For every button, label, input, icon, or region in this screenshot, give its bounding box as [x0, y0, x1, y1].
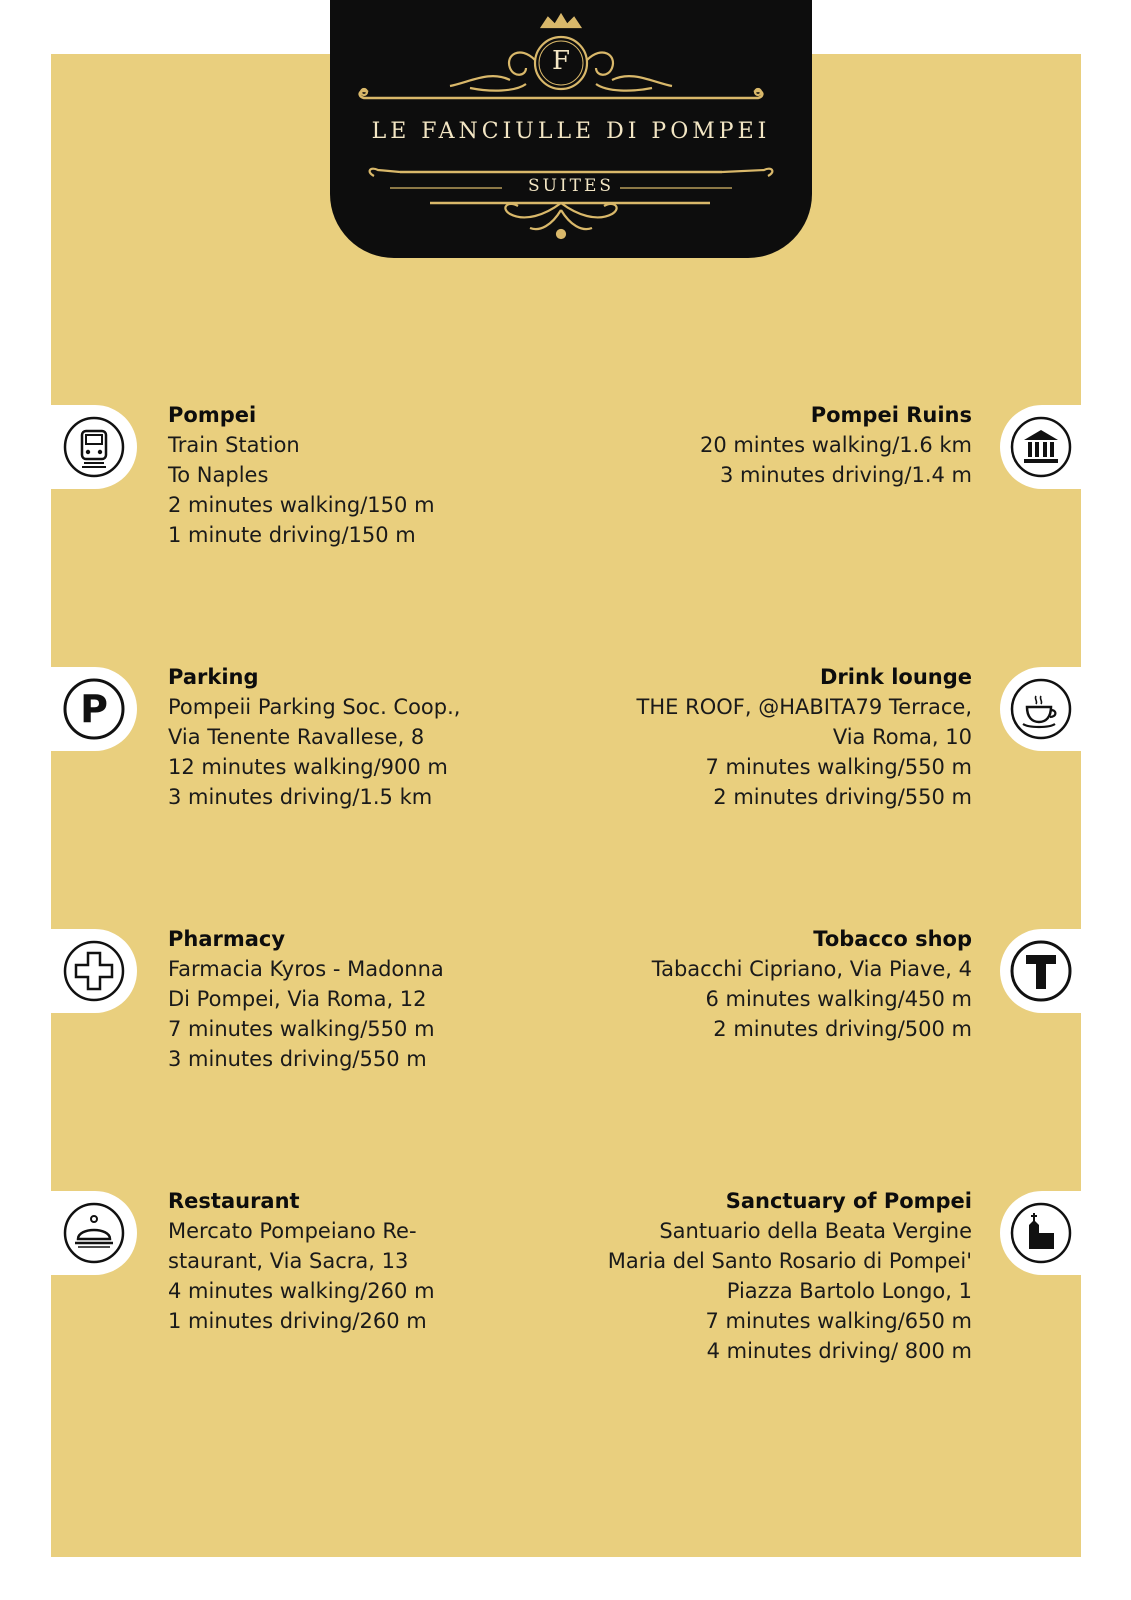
parking-icon-tab	[51, 667, 137, 751]
brand-logo	[330, 0, 812, 258]
place-pharmacy	[168, 924, 568, 1074]
coffee-cup-icon	[1009, 677, 1073, 741]
temple-icon-tab	[1000, 405, 1081, 489]
place-line: 3 minutes driving/1.4 m	[719, 463, 972, 487]
tobacco-icon-tab	[1000, 929, 1081, 1013]
brand-name: LE FANCIULLE DI POMPEI	[371, 119, 771, 144]
place-line: 12 minutes walking/900 m	[168, 755, 448, 779]
monogram: F	[551, 46, 571, 76]
place-line: 1 minutes driving/260 m	[168, 1309, 427, 1333]
church-icon-tab	[1000, 1191, 1081, 1275]
brand-subtitle: SUITES	[527, 176, 615, 196]
place-line: 2 minutes driving/500 m	[713, 1017, 972, 1041]
place-line: 6 minutes walking/450 m	[705, 987, 972, 1011]
svg-text:P: P	[80, 687, 108, 731]
place-line: Tabacchi Cipriano, Via Piave, 4	[651, 957, 972, 981]
place-line: Santuario della Beata Vergine	[659, 1219, 972, 1243]
place-line: Pompeii Parking Soc. Coop.,	[168, 695, 461, 719]
place-title: Pharmacy	[168, 927, 286, 951]
place-line: 2 minutes driving/550 m	[713, 785, 972, 809]
place-line: Via Tenente Ravallese, 8	[168, 725, 425, 749]
place-line: 7 minutes walking/550 m	[705, 755, 972, 779]
church-icon	[1009, 1201, 1073, 1265]
place-drink-lounge	[520, 662, 972, 812]
place-line: 7 minutes walking/650 m	[705, 1309, 972, 1333]
pharmacy-cross-icon	[62, 939, 126, 1003]
place-parking	[168, 662, 568, 812]
place-line: staurant, Via Sacra, 13	[168, 1249, 409, 1273]
place-line: 1 minute driving/150 m	[168, 523, 416, 547]
place-line: To Naples	[168, 463, 269, 487]
pharmacy-icon-tab	[51, 929, 137, 1013]
place-line: 7 minutes walking/550 m	[168, 1017, 435, 1041]
coffee-cup-icon-tab	[1000, 667, 1081, 751]
place-title: Sanctuary of Pompei	[725, 1189, 972, 1213]
place-line: Farmacia Kyros - Madonna	[168, 957, 444, 981]
place-title: Drink lounge	[819, 665, 972, 689]
place-line: 4 minutes walking/260 m	[168, 1279, 435, 1303]
place-title: Tobacco shop	[813, 927, 972, 951]
place-line: 3 minutes driving/1.5 km	[168, 785, 433, 809]
restaurant-icon-tab	[51, 1191, 137, 1275]
place-title: Pompei	[168, 403, 257, 427]
place-train-station	[168, 400, 568, 550]
train-icon-tab	[51, 405, 137, 489]
place-line: 2 minutes walking/150 m	[168, 493, 435, 517]
place-title: Parking	[168, 665, 259, 689]
tobacco-t-icon	[1009, 939, 1073, 1003]
place-tobacco-shop	[520, 924, 972, 1044]
place-pompei-ruins	[520, 400, 972, 490]
place-line: Mercato Pompeiano Re-	[168, 1219, 417, 1243]
place-title: Restaurant	[168, 1189, 300, 1213]
place-line: 20 mintes walking/1.6 km	[699, 433, 972, 457]
place-sanctuary	[520, 1186, 972, 1366]
place-restaurant	[168, 1186, 568, 1336]
parking-icon	[62, 677, 126, 741]
place-line: THE ROOF, @HABITA79 Terrace,	[636, 695, 972, 719]
cloche-icon	[62, 1201, 126, 1265]
place-line: Train Station	[168, 433, 300, 457]
place-line: Maria del Santo Rosario di Pompei'	[607, 1249, 972, 1273]
place-line: 4 minutes driving/ 800 m	[706, 1339, 972, 1363]
place-line: Via Roma, 10	[832, 725, 972, 749]
place-line: Piazza Bartolo Longo, 1	[726, 1279, 972, 1303]
place-line: Di Pompei, Via Roma, 12	[168, 987, 427, 1011]
temple-icon	[1009, 415, 1073, 479]
place-line: 3 minutes driving/550 m	[168, 1047, 427, 1071]
place-title: Pompei Ruins	[810, 403, 972, 427]
train-icon	[62, 415, 126, 479]
